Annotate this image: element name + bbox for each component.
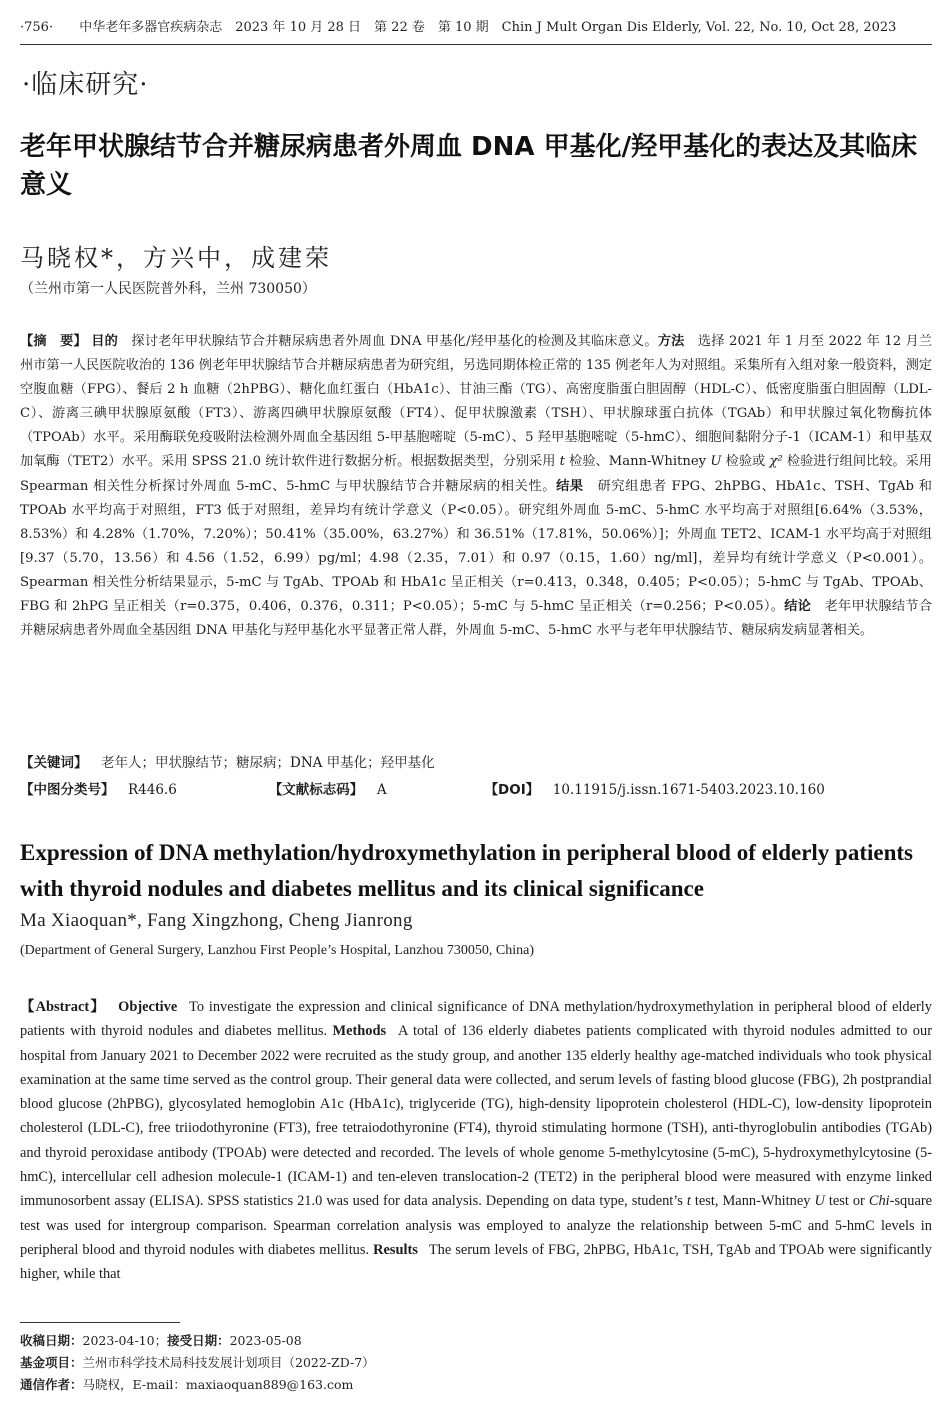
- methods-label-en: Methods: [332, 1023, 387, 1040]
- corresponding-line: [20, 1374, 932, 1396]
- methods-mid-en: test, Mann-Whitney: [690, 1193, 815, 1210]
- conclusion-label-cn: 结论: [784, 599, 812, 615]
- abstract-label-cn: 【摘 要】: [20, 334, 87, 349]
- abstract-label-en: 【Abstract】: [20, 999, 107, 1015]
- doi-label: 【DOI】: [484, 782, 540, 798]
- methods-label-cn: 方法: [657, 334, 685, 349]
- keywords-row: [20, 751, 932, 771]
- methods-chi-cn: χ²: [769, 454, 783, 470]
- page-number: ·756·: [20, 20, 54, 35]
- document-code-label: 【文献标志码】: [268, 782, 364, 798]
- section-label: ·临床研究·: [22, 70, 149, 100]
- methods-mid2-cn: 检验或: [721, 454, 770, 470]
- corresponding-label: 通信作者：: [20, 1377, 83, 1392]
- objective-text-en: To investigate the expression and clinical significance of DNA methylation/hydroxymethylation in peripheral blood of elderly patients with thyroid nodules and diabetes mellitus.: [20, 999, 932, 1040]
- title-english: Expression of DNA methylation/hydroxymethylation in peripheral blood of elderly patients with thyroid nodules and diabetes mellitus and its clinical significance: [20, 840, 914, 901]
- fund-value: 兰州市科学技术局科技发展计划项目（2022-ZD-7）: [82, 1355, 375, 1370]
- methods-tail-cn: 检验进行组间比较。采用 Spearman 相关性分析探讨外周血 5-mC、5-hmC 与甲状腺结节合并糖尿病的相关性。: [20, 454, 932, 494]
- dates-line: [20, 1330, 932, 1352]
- methods-mid2-en: test or: [824, 1193, 869, 1210]
- abstract-chinese: [20, 330, 932, 643]
- footnotes: [20, 1330, 932, 1396]
- objective-text-cn: 探讨老年甲状腺结节合并糖尿病患者外周血 DNA 甲基化/羟甲基化的检测及其临床意义。: [131, 334, 658, 349]
- document-code-value: A: [376, 782, 387, 798]
- authors-english: Ma Xiaoquan*, Fang Xingzhong, Cheng Jianrong: [20, 910, 413, 931]
- methods-chi-en: Chi: [868, 1193, 890, 1210]
- methods-mid-cn: 检验、Mann-Whitney: [564, 454, 711, 470]
- methods-u-cn: U: [710, 454, 722, 470]
- title-chinese: 老年甲状腺结节合并糖尿病患者外周血 DNA 甲基化/羟甲基化的表达及其临床意义: [20, 132, 918, 200]
- corresponding-value: 马晓权，E-mail：maxiaoquan889@163.com: [82, 1377, 354, 1392]
- results-text-cn: 研究组患者 FPG、2hPBG、HbA1c、TSH、TgAb 和 TPOAb 水平均高于对照组，FT3 低于对照组，差异均有统计学意义（P<0.05）。研究组外周血 5-mC、5-hmC 水平均高于对照组[6.64%（3.53%，8.53%）和 4.28%（1.70%，7.20%）；50.41%（35.00%，63.27%）和 36.51%（17.81%，50.06%）]；外周血 TET2、ICAM-1 水平均高于对照组[9.37（5.70，13.56）和 4.56（1.52，6.99）pg/ml；4.98（2.35，7.01）和 0.97（0.15，1.60）ng/ml]，差异均有统计学意义（P<0.001）。Spearman 相关性分析结果显示，5-mC 与 TgAb、TPOAb 和 HbA1c 呈正相关（r=0.413，0.348，0.405；P<0.05）；5-hmC 与 TgAb、TPOAb、FBG 和 2hPG 呈正相关（r=0.375，0.406，0.376，0.311；P<0.05）；5-mC 与 5-hmC 呈正相关（r=0.256；P<0.05）。: [20, 478, 932, 615]
- received-date: 2023-04-10；: [82, 1333, 168, 1348]
- objective-label-cn: 目的: [91, 334, 119, 349]
- clc-label: 【中图分类号】: [20, 782, 115, 798]
- results-text-en: The serum levels of FBG, 2hPBG, HbA1c, TSH, TgAb and TPOAb were significantly higher, while that: [20, 1241, 933, 1283]
- methods-t-en: t: [686, 1193, 691, 1210]
- methods-text-cn: 选择 2021 年 1 月至 2022 年 12 月兰州市第一人民医院收治的 136 例老年甲状腺结节合并糖尿病患者为研究组，另选同期体检正常的 135 例老年人为对照组。采集所有入组对象一般资料，测定空腹血糖（FPG）、餐后 2 h 血糖（2hPBG）、糖化血红蛋白（HbA1c）、甘油三酯（TG）、高密度脂蛋白胆固醇（HDL-C）、低密度脂蛋白胆固醇（LDL-C）、游离三碘甲状腺原氨酸（FT3）、游离四碘甲状腺原氨酸（FT4）、促甲状腺激素（TSH）、甲状腺球蛋白抗体（TGAb）和甲状腺过氧化物酶抗体（TPOAb）水平。采用酶联免疫吸附法检测外周血全基因组 5-甲基胞嘧啶（5-mC）、5 羟甲基胞嘧啶（5-hmC）、细胞间黏附分子-1（ICAM-1）和甲基双加氧酶（TET2）水平。采用 SPSS 21.0 统计软件进行数据分析。根据数据类型，分别采用: [20, 334, 933, 470]
- fund-line: [20, 1352, 932, 1374]
- methods-tail-en: -square test was used for intergroup comparison. Spearman correlation analysis was employed to analyze the relationship between 5-mC and 5-hmC levels in peripheral blood and thyroid nodules with diabetes mellitus.: [20, 1193, 933, 1258]
- authors-chinese: 马晓权*，方兴中，成建荣: [20, 244, 332, 272]
- classification-row: [20, 778, 932, 798]
- objective-label-en: Objective: [118, 999, 178, 1015]
- abstract-english: [20, 995, 932, 1287]
- accepted-label: 接受日期：: [167, 1333, 230, 1348]
- affiliation-chinese: （兰州市第一人民医院普外科，兰州 730050）: [20, 281, 316, 297]
- keywords-value: 老年人；甲状腺结节；糖尿病；DNA 甲基化；羟甲基化: [101, 755, 435, 771]
- footnote-rule: [20, 1322, 180, 1323]
- affiliation-english: (Department of General Surgery, Lanzhou First People’s Hospital, Lanzhou 730050, China): [20, 943, 534, 958]
- methods-t-cn: t: [559, 454, 565, 470]
- conclusion-text-cn: 老年甲状腺结节合并糖尿病患者外周血全基因组 DNA 甲基化与羟甲基化水平显著正常人群，外周血 5-mC、5-hmC 水平与老年甲状腺结节、糖尿病发病显著相关。: [20, 599, 933, 639]
- clc-value: R446.6: [128, 782, 177, 798]
- fund-label: 基金项目：: [20, 1355, 83, 1370]
- results-label-cn: 结果: [556, 478, 584, 494]
- doi-value[interactable]: 10.11915/j.issn.1671-5403.2023.10.160: [552, 782, 825, 798]
- journal-citation: 中华老年多器官疾病杂志 2023 年 10 月 28 日 第 22 卷 第 10 期 Chin J Mult Organ Dis Elderly, Vol. 22, No. 10, Oct 28, 2023: [79, 20, 897, 35]
- methods-text-en: A total of 136 elderly diabetes patients complicated with thyroid nodules admitted to our hospital from January 2021 to December 2022 were recruited as the study group, and another 135 elderly healthy age-matched individuals who took physical examination at the same time served as the control group. Their general data were collected, and serum levels of fasting blood glucose (FBG), 2h postprandial blood glucose (2hPBG), glycosylated hemoglobin A1c (HbA1c), triglyceride (TG), high-density lipoprotein cholesterol (HDL-C), low-density lipoprotein cholesterol (LDL-C), free triiodothyronine (FT3), free tetraiodothyronine (FT4), thyroid stimulating hormone (TSH), anti-thyroglobulin antibodies (TGAb) and thyroid peroxidase antibody (TPOAb) were detected and recorded. The levels of whole genome 5-methylcytosine (5-mC), 5-hydroxymethylcytosine (5-hmC), intercellular cell adhesion molecule-1 (ICAM-1) and ten-eleven translocation-2 (TET2) in the peripheral blood were measured with enzyme linked immunosorbent assay (ELISA). SPSS statistics 21.0 was used for data analysis. Depending on data type, student’s: [20, 1023, 932, 1210]
- received-label: 收稿日期：: [20, 1333, 83, 1348]
- header-rule: [20, 44, 932, 45]
- results-label-en: Results: [373, 1241, 418, 1258]
- accepted-date: 2023-05-08: [229, 1333, 302, 1348]
- running-head: [20, 16, 932, 35]
- methods-u-en: U: [814, 1193, 825, 1210]
- keywords-label: 【关键词】: [20, 755, 88, 771]
